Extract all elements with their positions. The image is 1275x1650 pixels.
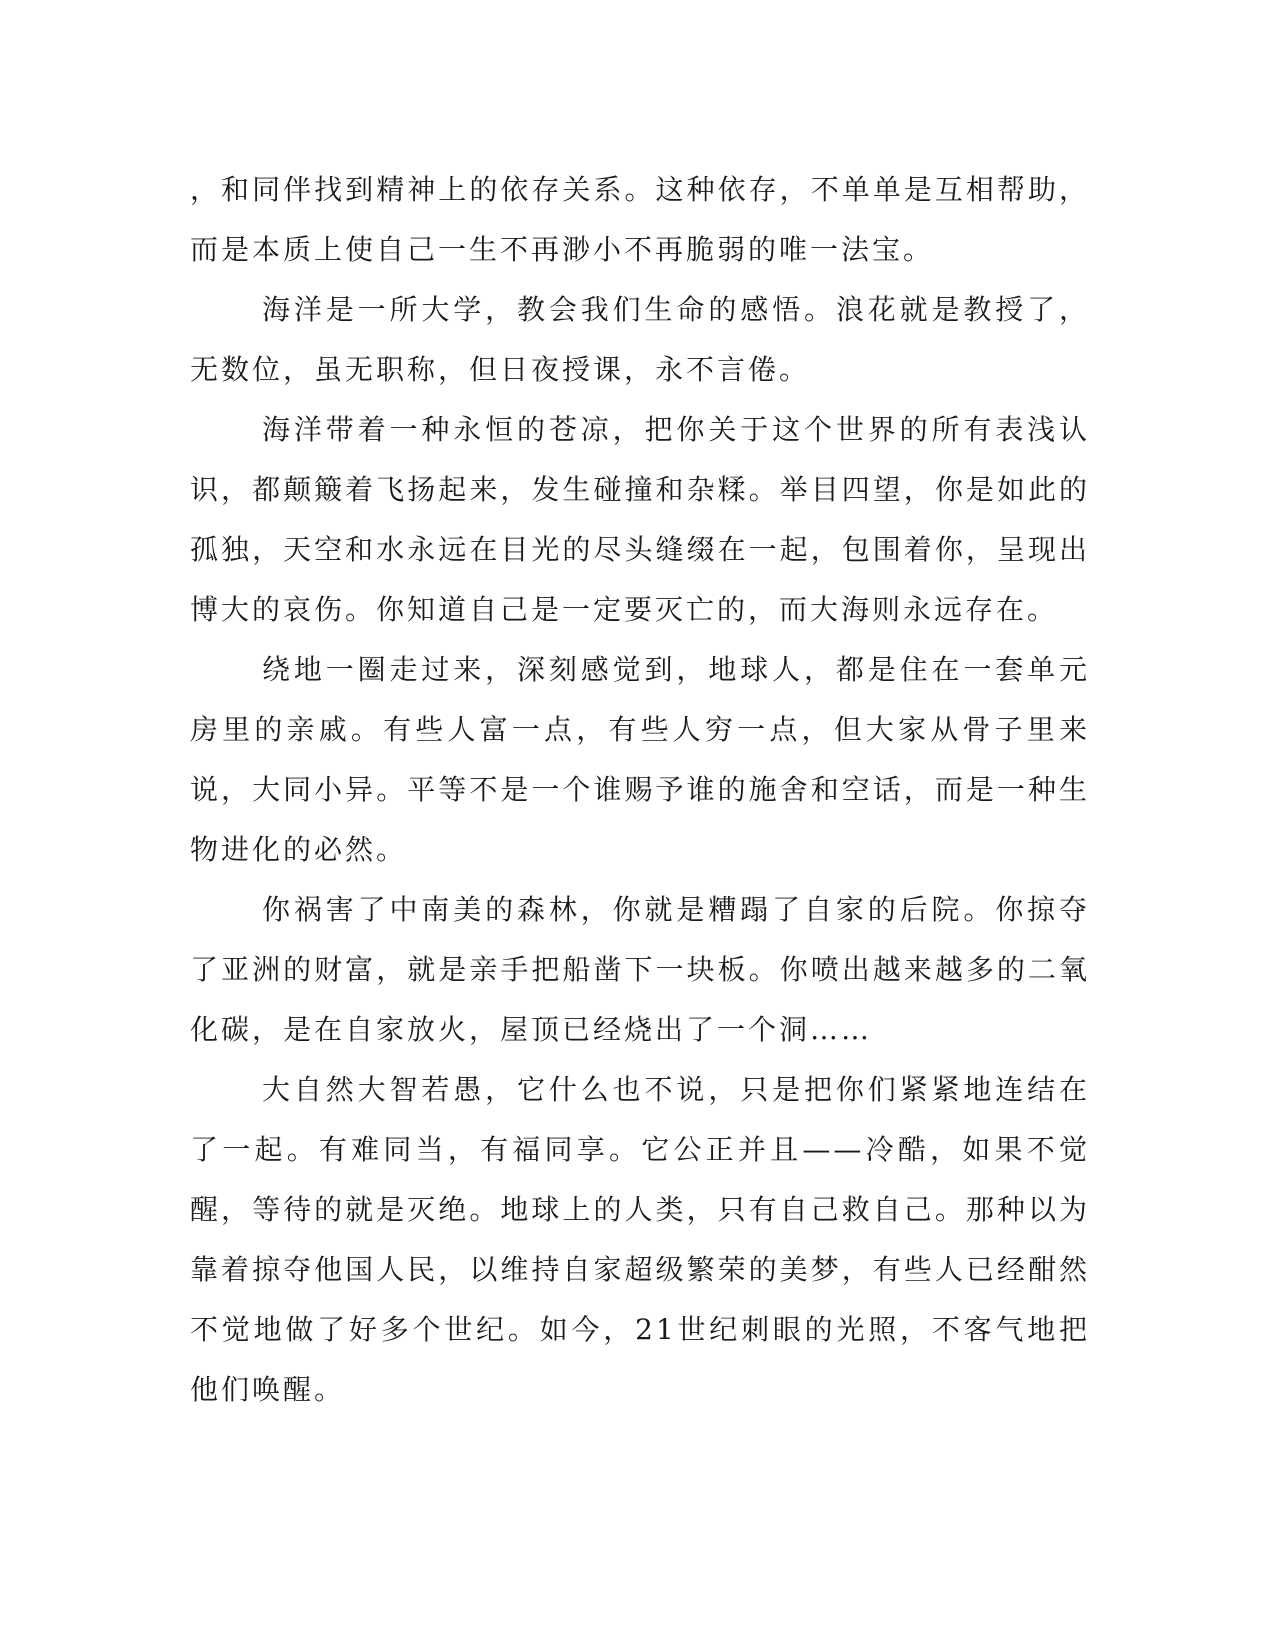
paragraph-2: 海洋是一所大学，教会我们生命的感悟。浪花就是教授了，无数位，虽无职称，但日夜授课，永不言倦。 [190, 293, 1090, 386]
paragraph-6: 大自然大智若愚，它什么也不说，只是把你们紧紧地连结在了一起。有难同当，有福同享。它公正并且——冷酷，如果不觉醒，等待的就是灭绝。地球上的人类，只有自己救自己。那种以为靠着掠夺他国人民，以维持自家超级繁荣的美梦，有些人已经酣然不觉地做了好多个世纪。如今，21世纪刺眼的光照，不客气地把他们唤醒。 [190, 1073, 1090, 1406]
document-body [190, 160, 1090, 1420]
paragraph-1: ，和同伴找到精神上的依存关系。这种依存，不单单是互相帮助，而是本质上使自己一生不再渺小不再脆弱的唯一法宝。 [190, 173, 1090, 266]
paragraph-5: 你祸害了中南美的森林，你就是糟蹋了自家的后院。你掠夺了亚洲的财富，就是亲手把船凿下一块板。你喷出越来越多的二氧化碳，是在自家放火，屋顶已经烧出了一个洞…… [190, 893, 1090, 1046]
paragraph-3: 海洋带着一种永恒的苍凉，把你关于这个世界的所有表浅认识，都颠簸着飞扬起来，发生碰撞和杂糅。举目四望，你是如此的孤独，天空和水永远在目光的尽头缝缀在一起，包围着你，呈现出博大的哀伤。你知道自己是一定要灭亡的，而大海则永远存在。 [190, 413, 1090, 626]
paragraph-4: 绕地一圈走过来，深刻感觉到，地球人，都是住在一套单元房里的亲戚。有些人富一点，有些人穷一点，但大家从骨子里来说，大同小异。平等不是一个谁赐予谁的施舍和空话，而是一种生物进化的必然。 [190, 653, 1090, 866]
